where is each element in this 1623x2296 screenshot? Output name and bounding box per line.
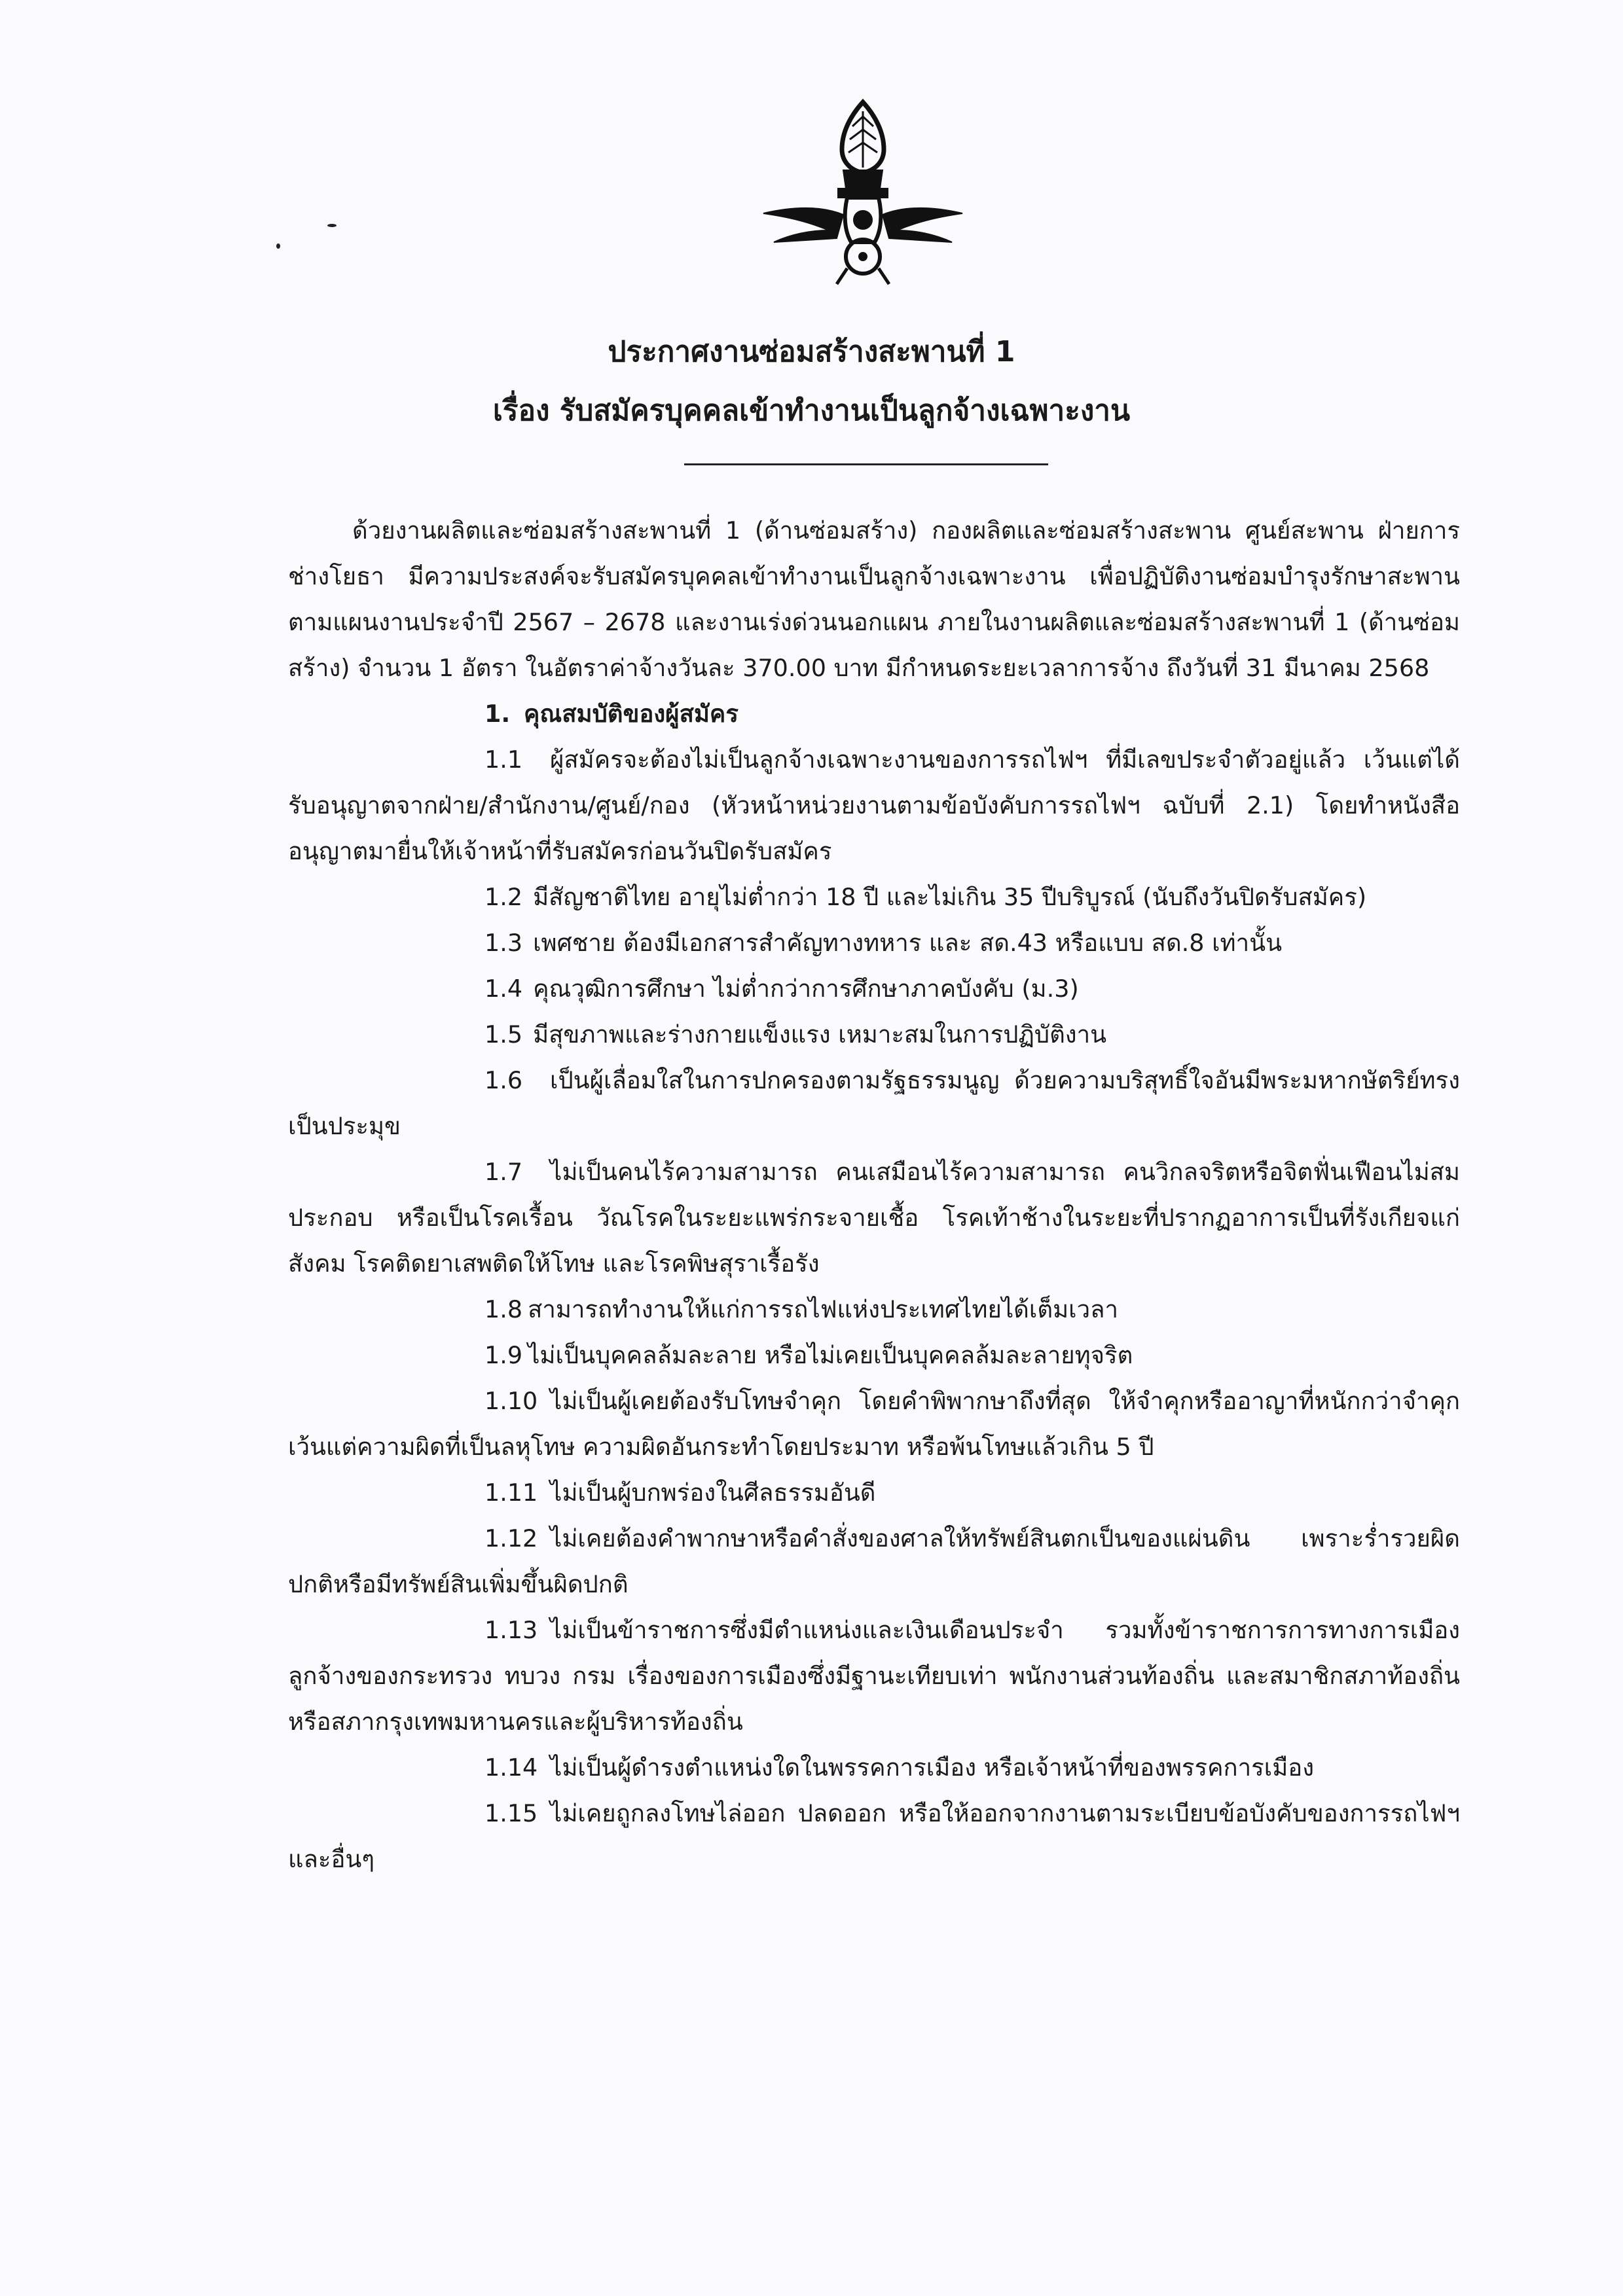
- item-number: 1.4: [484, 975, 523, 1003]
- list-item: [288, 966, 1460, 1012]
- item-number: 1.8: [484, 1295, 523, 1323]
- state-railway-emblem-icon: [752, 97, 974, 287]
- item-number: 1.5: [484, 1020, 523, 1049]
- item-text: ไม่เป็นผู้ดำรงตำแหน่งใดในพรรคการเมือง หรือเจ้าหน้าที่ของพรรคการเมือง: [550, 1753, 1315, 1782]
- item-number: 1.7: [484, 1158, 523, 1186]
- item-number: 1.9: [484, 1341, 523, 1369]
- list-item: [288, 874, 1460, 920]
- list-item: [288, 1012, 1460, 1058]
- item-number: 1.15: [484, 1799, 538, 1827]
- scan-speck: [276, 243, 280, 249]
- scan-speck: [327, 224, 337, 227]
- announcement-title: ประกาศงานซ่อมสร้างสะพานที่ 1: [608, 335, 1015, 368]
- item-text: มีสุขภาพและร่างกายแข็งแรง เหมาะสมในการปฏิบัติงาน: [533, 1020, 1107, 1049]
- item-number: 1.11: [484, 1479, 538, 1507]
- announcement-subject: เรื่อง รับสมัครบุคคลเข้าทำงานเป็นลูกจ้างเฉพาะงาน: [492, 394, 1131, 427]
- item-text: เพศชาย ต้องมีเอกสารสำคัญทางทหาร และ สด.43 หรือแบบ สด.8 เท่านั้น: [533, 929, 1283, 957]
- item-text: สามารถทำงานให้แก่การรถไฟแห่งประเทศไทยได้เต็มเวลา: [528, 1295, 1118, 1323]
- item-text: คุณวุฒิการศึกษา ไม่ต่ำกว่าการศึกษาภาคบังคับ (ม.3): [533, 975, 1079, 1003]
- item-text: ไม่เป็นผู้บกพร่องในศีลธรรมอันดี: [550, 1479, 876, 1507]
- item-number: 1.6: [484, 1066, 523, 1094]
- item-text: ไม่เป็นบุคคลล้มละลาย หรือไม่เคยเป็นบุคคลล้มละลายทุจริต: [528, 1341, 1133, 1369]
- item-text: ไม่เป็นผู้เคยต้องรับโทษจำคุก โดยคำพิพากษาถึงที่สุด ให้จำคุกหรืออาญาที่หนักกว่าจำคุก เว้นแต่ความผิดที่เป็นลหุโทษ ความผิดอันกระทำโดยประมาท หรือพ้นโทษแล้วเกิน 5 ปี: [288, 1387, 1460, 1461]
- section-title: คุณสมบัติของผู้สมัคร: [524, 700, 739, 728]
- item-number: 1.1: [484, 745, 523, 774]
- item-number: 1.10: [484, 1387, 538, 1415]
- item-text: มีสัญชาติไทย อายุไม่ต่ำกว่า 18 ปี และไม่เกิน 35 ปีบริบูรณ์ (นับถึงวันปิดรับสมัคร): [533, 883, 1367, 911]
- list-item: [288, 1791, 1460, 1882]
- item-number: 1.2: [484, 883, 523, 911]
- intro-paragraph: ด้วยงานผลิตและซ่อมสร้างสะพานที่ 1 (ด้านซ่อมสร้าง) กองผลิตและซ่อมสร้างสะพาน ศูนย์สะพาน ฝ่ายการช่างโยธา มีความประสงค์จะรับสมัครบุคคลเข้าทำงานเป็นลูกจ้างเฉพาะงาน เพื่อปฏิบัติงานซ่อมบำรุงรักษาสะพานตามแผนงานประจำปี 2567 – 2678 และงานเร่งด่วนนอกแผน ภายในงานผลิตและซ่อมสร้างสะพานที่ 1 (ด้านซ่อมสร้าง) จำนวน 1 อัตรา ในอัตราค่าจ้างวันละ 370.00 บาท มีกำหนดระยะเวลาการจ้าง ถึงวันที่ 31 มีนาคม 2568: [288, 516, 1460, 682]
- list-item: [288, 1470, 1460, 1516]
- list-item: [288, 920, 1460, 966]
- list-item: [288, 1149, 1460, 1287]
- list-item: [288, 737, 1460, 874]
- section-number: 1.: [484, 700, 511, 728]
- document-body: [288, 508, 1460, 1882]
- item-text: ไม่เป็นข้าราชการซึ่งมีตำแหน่งและเงินเดือนประจำ รวมทั้งข้าราชการการทางการเมือง ลูกจ้างของกระทรวง ทบวง กรม เรื่องของการเมืองซึ่งมีฐานะเทียบเท่า พนักงานส่วนท้องถิ่น และสมาชิกสภาท้องถิ่น หรือสภากรุงเทพมหานครและผู้บริหารท้องถิ่น: [288, 1616, 1460, 1736]
- section-1-heading: [288, 691, 1460, 737]
- list-item: [288, 1058, 1460, 1149]
- list-item: [288, 1287, 1460, 1333]
- item-number: 1.3: [484, 929, 523, 957]
- list-item: [288, 1333, 1460, 1378]
- list-item: [288, 1378, 1460, 1470]
- item-text: ผู้สมัครจะต้องไม่เป็นลูกจ้างเฉพาะงานของการรถไฟฯ ที่มีเลขประจำตัวอยู่แล้ว เว้นแต่ได้รับอนุญาตจากฝ่าย/สำนักงาน/ศูนย์/กอง (หัวหน้าหน่วยงานตามข้อบังคับการรถไฟฯ ฉบับที่ 2.1) โดยทำหนังสืออนุญาตมายื่นให้เจ้าหน้าที่รับสมัครก่อนวันปิดรับสมัคร: [288, 745, 1460, 865]
- item-text: ไม่เคยถูกลงโทษไล่ออก ปลดออก หรือให้ออกจากงานตามระเบียบข้อบังคับของการรถไฟฯ และอื่นๆ: [288, 1799, 1460, 1873]
- item-number: 1.14: [484, 1753, 538, 1782]
- list-item: [288, 1745, 1460, 1791]
- item-text: ไม่เป็นคนไร้ความสามารถ คนเสมือนไร้ความสามารถ คนวิกลจริตหรือจิตฟั่นเฟือนไม่สมประกอบ หรือเป็นโรคเรื้อน วัณโรคในระยะแพร่กระจายเชื้อ โรคเท้าช้างในระยะที่ปรากฏอาการเป็นที่รังเกียจแก่สังคม โรคติดยาเสพติดให้โทษ และโรคพิษสุราเรื้อรัง: [288, 1158, 1460, 1278]
- item-text: เป็นผู้เลื่อมใสในการปกครองตามรัฐธรรมนูญ ด้วยความบริสุทธิ์ใจอันมีพระมหากษัตริย์ทรงเป็นประมุข: [288, 1066, 1460, 1140]
- title-underline: [684, 463, 1048, 465]
- item-number: 1.13: [484, 1616, 538, 1644]
- item-text: ไม่เคยต้องคำพากษาหรือคำสั่งของศาลให้ทรัพย์สินตกเป็นของแผ่นดิน เพราะร่ำรวยผิดปกติหรือมีทรัพย์สินเพิ่มขึ้นผิดปกติ: [288, 1524, 1460, 1598]
- item-number: 1.12: [484, 1524, 538, 1552]
- list-item: [288, 1607, 1460, 1745]
- list-item: [288, 1516, 1460, 1607]
